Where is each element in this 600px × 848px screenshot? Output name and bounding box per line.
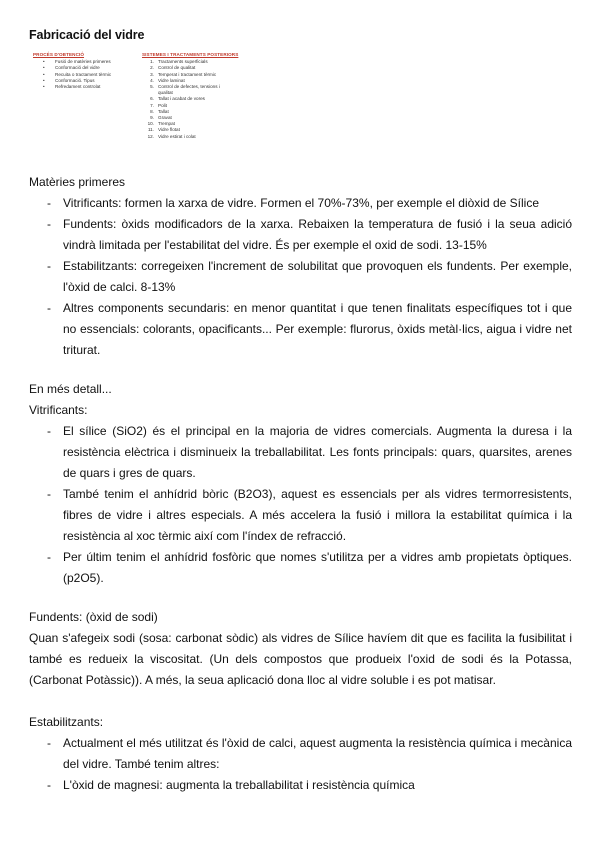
treatment-item: 4. Vidre laminat	[150, 77, 185, 83]
detall-section	[29, 379, 572, 589]
materies-heading: Matèries primeres	[29, 175, 126, 189]
estabilitzants-heading: Estabilitzants:	[29, 715, 104, 729]
list-item: - L'òxid de magnesi: augmenta la treballabilitat i resistència química	[47, 778, 415, 792]
list-item: - Actualment el més utilitzat és l'òxid de calci, aquest augmenta la resistència química i mecànica del vidre. També tenim altres:	[47, 736, 572, 771]
treatment-item: 10. Trempat	[147, 121, 175, 127]
treatment-item: qualitat	[158, 90, 173, 96]
detall-heading: En més detall...	[29, 382, 112, 396]
estabilitzants-section	[29, 712, 572, 796]
process-step: • Fusió de matèries primeres	[33, 59, 133, 65]
treatment-item: 6. Tallat i acabat de vores	[150, 96, 205, 102]
process-step: • Conformació. Tipus	[33, 78, 133, 84]
list-item: - Fundents: òxids modificadors de la xarxa. Rebaixen la temperatura de fusió i la seua adició vindrà limitada per l'estabilitat del vidre. És per exemple el oxid de sodi. 13-15%	[47, 217, 572, 252]
materies-section	[29, 172, 572, 361]
treatment-item: 7. Polit	[150, 102, 167, 108]
list-item: - Altres components secundaris: en menor quantitat i que tenen finalitats específiques tot i que no essencials: colorants, opacificants... Per exemple: flurorus, òxids metàl·lics, aigua i vidre net triturat.	[47, 301, 572, 357]
process-step: • Refredament controlat	[33, 84, 133, 90]
process-table-right	[142, 52, 282, 140]
process-table-left-header: PROCÉS D'OBTENCIÓ	[33, 52, 85, 57]
fundents-paragraph: Quan s'afegeix sodi (sosa: carbonat sòdic) als vidres de Sílice havíem dit que es facilita la fusibilitat i també es redueix la viscositat. (Un dels compostos que produeix l'oxid de sodi és la Potassa, (Carbonat Potàssic)). A més, la seua aplicació dona lloc al vidre soluble i es pot matisar.	[29, 631, 572, 687]
process-step: • Conformació del vidre	[33, 65, 133, 71]
treatment-item: 8. Tallat	[150, 108, 169, 114]
treatment-item: 2. Control de qualitat	[150, 65, 196, 71]
fundents-section	[29, 607, 572, 691]
process-table-left	[33, 52, 133, 90]
vitrificants-subheading: Vitrificants:	[29, 403, 88, 417]
treatment-item: 12. Vidre estirat i colat	[147, 133, 196, 139]
document-title: Fabricació del vidre	[29, 28, 145, 42]
list-item: - Vitrificants: formen la xarxa de vidre. Formen el 70%-73%, per exemple el diòxid de Sílice	[47, 196, 539, 210]
list-item: - Estabilitzants: corregeixen l'increment de solubilitat que provoquen els fundents. Per exemple, l'òxid de calci. 8-13%	[47, 259, 572, 294]
treatment-item: 5. Control de defectes, tensions i	[150, 84, 220, 90]
process-table-right-header: SISTEMES I TRACTAMENTS POSTERIORS	[142, 52, 239, 57]
process-step: • Recuita o tractament tèrmic	[33, 72, 133, 78]
treatment-item: 1. Tractaments superficials	[150, 59, 208, 65]
treatment-item: 3. Temperat i tractament tèrmic	[150, 71, 217, 77]
list-item: - El sílice (SiO2) és el principal en la majoria de vidres comercials. Augmenta la duresa i la resistència elèctrica i disminueix la treballabilitat. Les fonts principals: quars, quarsites, arenes de quars i gres de quars.	[47, 424, 572, 480]
treatment-item: 9. Gravat	[150, 115, 172, 121]
treatment-item: 11. Vidre flotat	[147, 127, 180, 133]
list-item: - Per últim tenim el anhídrid fosfòric que nomes s'utilitza per a vidres amb propietats òptiques. (p2O5).	[47, 550, 572, 585]
fundents-heading: Fundents: (òxid de sodi)	[29, 610, 158, 624]
list-item: - També tenim el anhídrid bòric (B2O3), aquest es essencials per als vidres termorresistents, fibres de vidre i altres especials. A més accelera la fusió i millora la estabilitat química i la resistència al xoc tèrmic així com l'índex de refracció.	[47, 487, 572, 543]
